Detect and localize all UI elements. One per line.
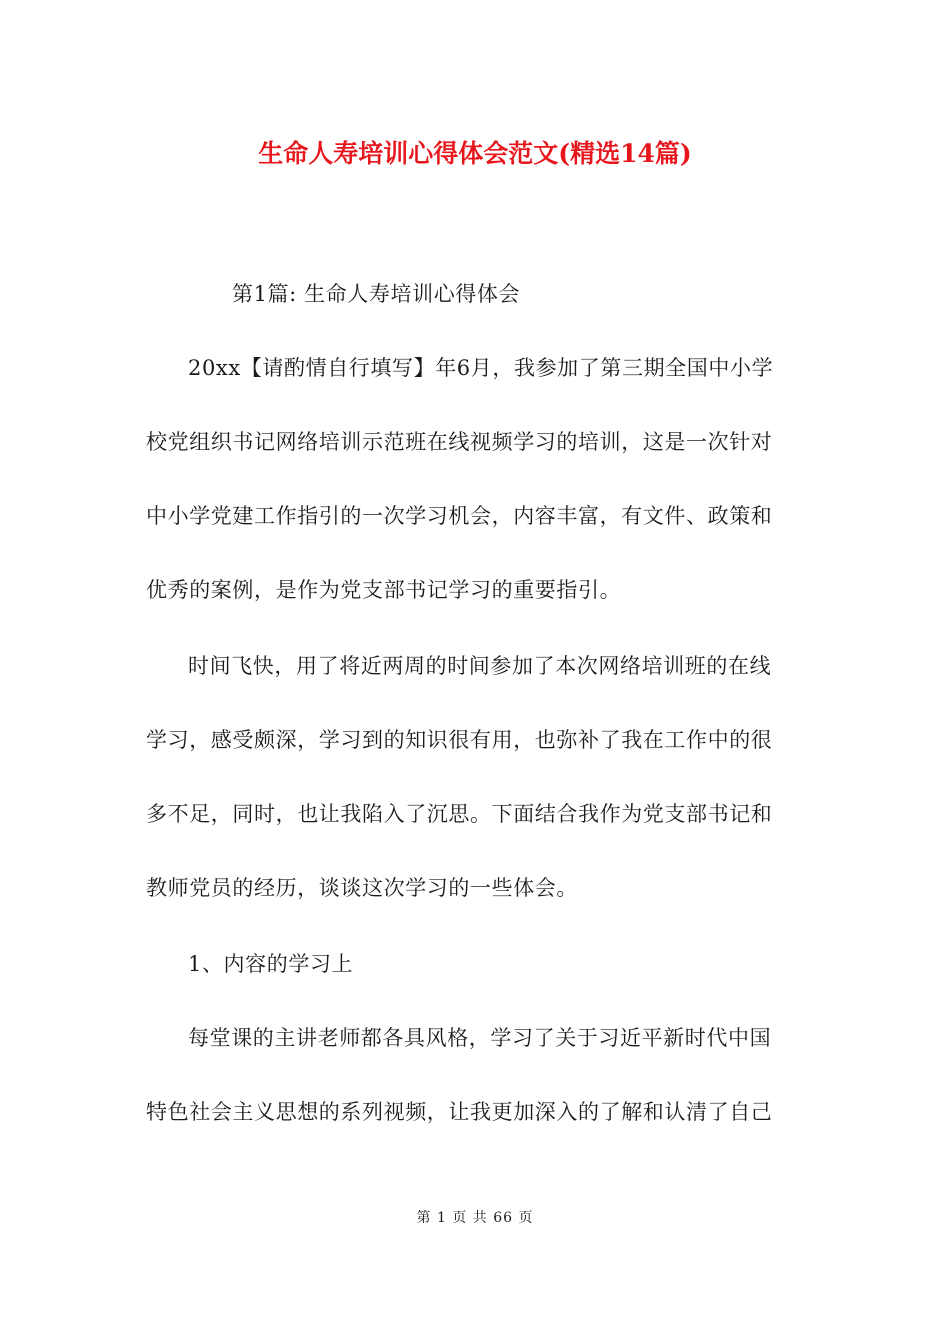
subsection-heading: 1、内容的学习上 — [188, 952, 354, 976]
paragraph-line: 多不足，同时，也让我陷入了沉思。下面结合我作为党支部书记和 — [146, 802, 773, 826]
paragraph-line: 中小学党建工作指引的一次学习机会，内容丰富，有文件、政策和 — [146, 504, 773, 528]
paragraph-line: 时间飞快，用了将近两周的时间参加了本次网络培训班的在线 — [188, 654, 772, 678]
section-heading: 第1篇: 生命人寿培训心得体会 — [232, 282, 521, 306]
paragraph-line: 学习，感受颇深，学习到的知识很有用，也弥补了我在工作中的很 — [146, 728, 773, 752]
paragraph-line: 校党组织书记网络培训示范班在线视频学习的培训，这是一次针对 — [146, 430, 773, 454]
page-number-footer: 第 1 页 共 66 页 — [416, 1210, 534, 1226]
paragraph-line: 教师党员的经历，谈谈这次学习的一些体会。 — [146, 876, 578, 900]
paragraph-line: 特色社会主义思想的系列视频，让我更加深入的了解和认清了自己 — [146, 1100, 773, 1124]
paragraph-line: 优秀的案例，是作为党支部书记学习的重要指引。 — [146, 578, 622, 602]
document-title: 生命人寿培训心得体会范文(精选14篇) — [258, 139, 692, 168]
paragraph-line: 20xx【请酌情自行填写】年6月，我参加了第三期全国中小学 — [188, 356, 774, 380]
paragraph-line: 每堂课的主讲老师都各具风格，学习了关于习近平新时代中国 — [188, 1026, 772, 1050]
